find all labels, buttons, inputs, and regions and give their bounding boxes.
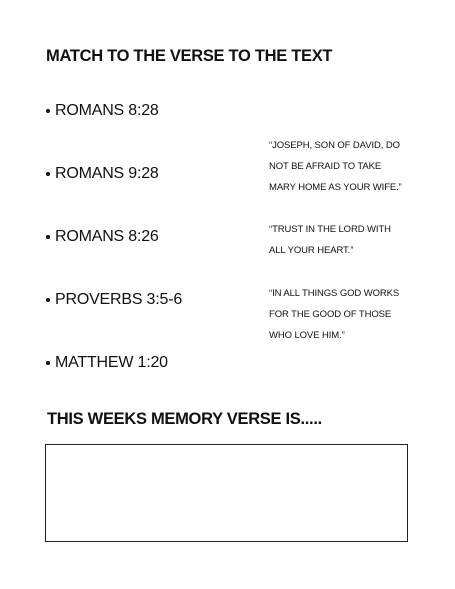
quote-line: NOT BE AFRAID TO TAKE <box>269 161 382 172</box>
bullet-icon <box>46 361 50 365</box>
reference-item <box>46 102 159 120</box>
memory-verse-title: THIS WEEKS MEMORY VERSE IS..... <box>47 410 322 428</box>
bullet-icon <box>46 109 50 113</box>
quote-line: WHO LOVE HIM.” <box>269 330 345 341</box>
reference-label: ROMANS 8:28 <box>55 102 159 119</box>
reference-label: PROVERBS 3:5-6 <box>55 291 183 308</box>
memory-verse-box[interactable] <box>45 444 408 542</box>
reference-label: MATTHEW 1:20 <box>55 354 168 371</box>
reference-item <box>46 165 159 183</box>
bullet-icon <box>46 172 50 176</box>
verse-quote <box>269 135 439 198</box>
bullet-icon <box>46 298 50 302</box>
quote-line: “IN ALL THINGS GOD WORKS <box>269 288 400 299</box>
reference-item <box>46 291 182 309</box>
worksheet-title: MATCH TO THE VERSE TO THE TEXT <box>46 47 333 65</box>
quote-line: FOR THE GOOD OF THOSE <box>269 309 392 320</box>
reference-item <box>46 354 168 372</box>
quote-line: ALL YOUR HEART.” <box>269 245 354 256</box>
reference-label: ROMANS 9:28 <box>55 165 159 182</box>
reference-label: ROMANS 8:26 <box>55 228 159 245</box>
bullet-icon <box>46 235 50 239</box>
quote-line: “JOSEPH, SON OF DAVID, DO <box>269 140 400 151</box>
reference-item <box>46 228 159 246</box>
quote-line: “TRUST IN THE LORD WITH <box>269 224 391 235</box>
verse-quote <box>269 219 439 261</box>
verse-quote <box>269 283 439 346</box>
quote-line: MARY HOME AS YOUR WIFE.” <box>269 182 402 193</box>
